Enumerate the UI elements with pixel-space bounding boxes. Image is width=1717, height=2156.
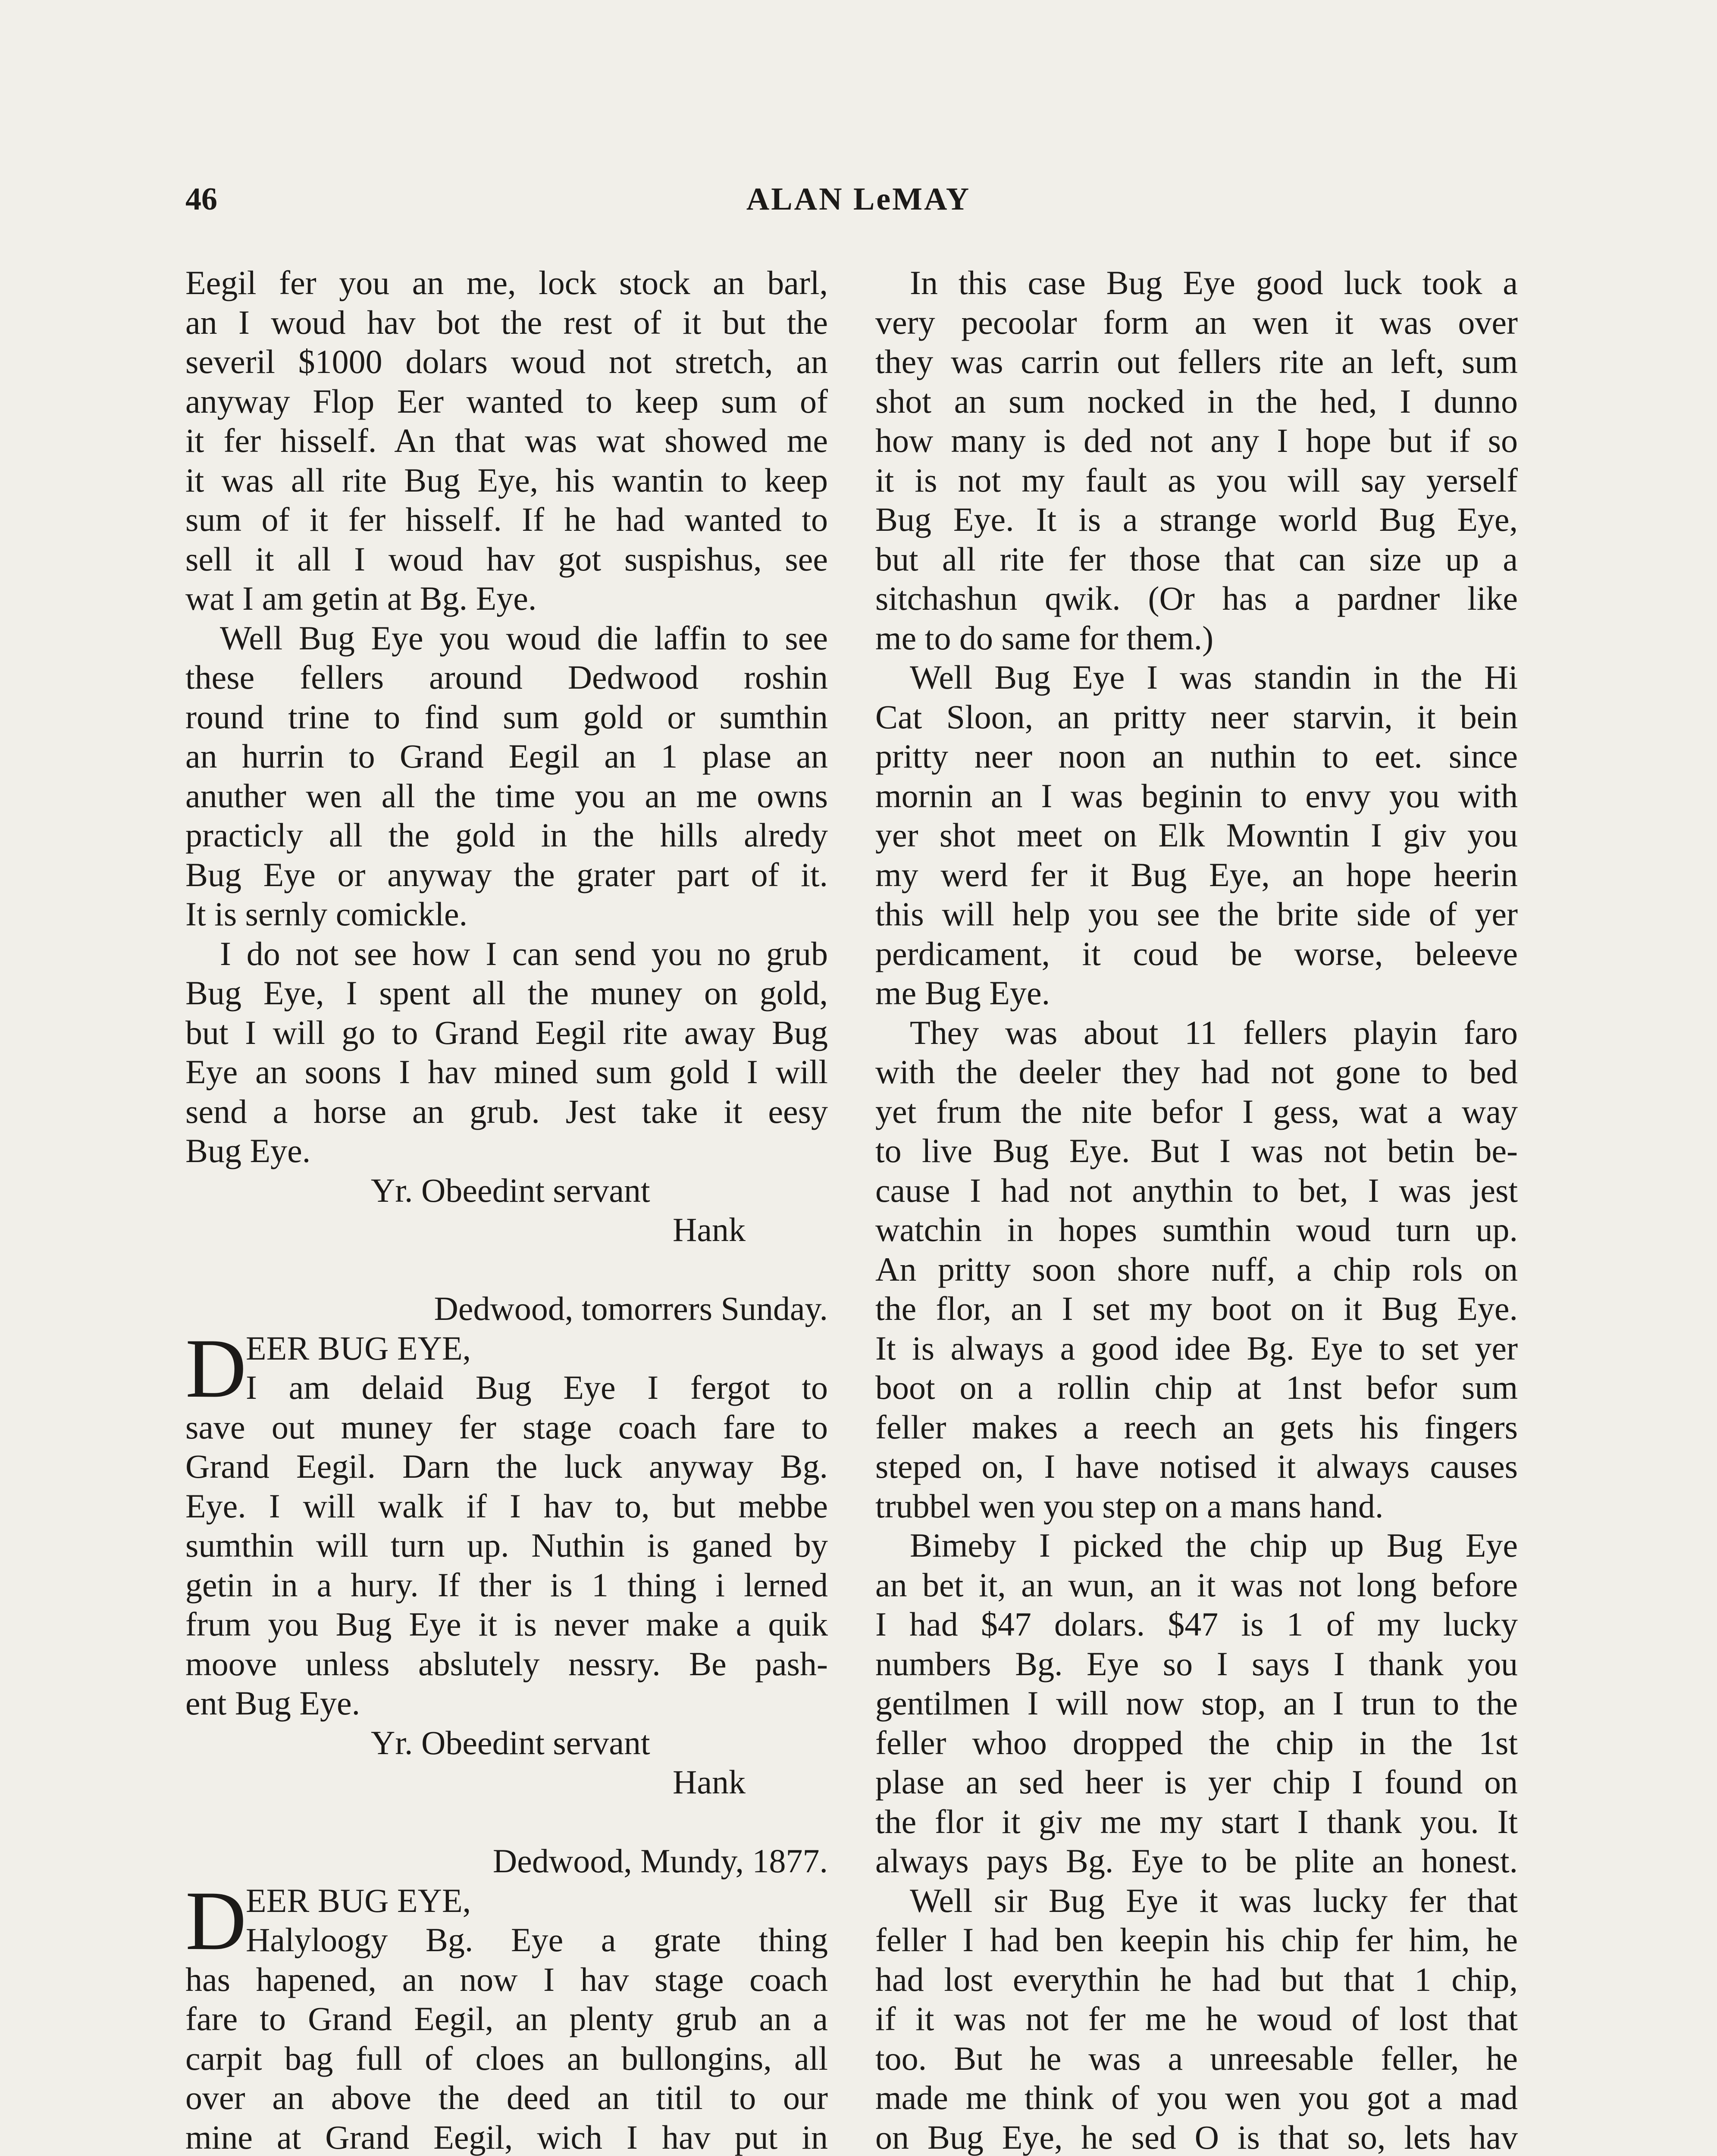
text-line: the flor it giv me my start I thank you. It (875, 1802, 1518, 1840)
text-line: Well sir Bug Eye it was lucky fer that (910, 1881, 1518, 1919)
text-line: but all rite fer those that can size up a (875, 540, 1518, 578)
text-line: An pritty soon shore nuff, a chip rols on (875, 1250, 1518, 1288)
text-line: plase an sed heer is yer chip I found on (875, 1763, 1518, 1801)
text-line: mornin an I was beginin to envy you with (875, 777, 1518, 815)
text-line: me Bug Eye. (875, 974, 1050, 1012)
text-line: had lost everythin he had but that 1 chip, (875, 1960, 1518, 1998)
text-line: pritty neer noon an nuthin to eet. since (875, 737, 1518, 775)
text-line: my werd fer it Bug Eye, an hope heerin (875, 856, 1518, 893)
text-line: Bug Eye. (185, 1132, 311, 1169)
text-line: made me think of you wen you got a mad (875, 2079, 1518, 2116)
text-line: send a horse an grub. Jest take it eesy (185, 1092, 828, 1130)
text-line: anyway Flop Eer wanted to keep sum of (185, 382, 828, 420)
text-line: EER BUG EYE, (246, 1329, 471, 1367)
text-line: always pays Bg. Eye to be plite an honest. (875, 1842, 1518, 1880)
text-line: gentilmen I will now stop, an I trun to the (875, 1684, 1518, 1722)
text-line: practicly all the gold in the hills alredy (185, 816, 828, 854)
text-line: They was about 11 fellers playin faro (910, 1013, 1518, 1051)
text-line: to live Bug Eye. But I was not betin be- (875, 1132, 1518, 1169)
text-line: anuther wen all the time you an me owns (185, 777, 828, 815)
drop-cap: D (185, 1874, 247, 1968)
text-line: Yr. Obeedint servant (371, 1171, 650, 1209)
text-line: Hank (673, 1763, 746, 1801)
text-line: but I will go to Grand Eegil rite away Bug (185, 1013, 828, 1051)
text-line: feller I had ben keepin his chip fer him, he (875, 1921, 1518, 1959)
text-line: this will help you see the brite side of yer (875, 895, 1518, 933)
text-line: Well Bug Eye I was standin in the Hi (910, 658, 1518, 696)
text-line: Bug Eye, I spent all the muney on gold, (185, 974, 828, 1012)
text-line: they was carrin out fellers rite an left, sum (875, 343, 1518, 380)
text-line: getin in a hury. If ther is 1 thing i lerned (185, 1566, 828, 1604)
text-line: EER BUG EYE, (246, 1881, 471, 1919)
text-line: very pecoolar form an wen it was over (875, 303, 1518, 341)
text-line: It is always a good idee Bg. Eye to set yer (875, 1329, 1518, 1367)
text-line: it is not my fault as you will say yerself (875, 461, 1518, 499)
text-line: Eegil fer you an me, lock stock an barl, (185, 264, 828, 301)
text-line: save out muney fer stage coach fare to (185, 1408, 828, 1446)
text-line: boot on a rollin chip at 1nst befor sum (875, 1369, 1518, 1406)
text-line: me to do same for them.) (875, 619, 1214, 657)
text-line: Dedwood, tomorrers Sunday. (434, 1290, 828, 1327)
text-line: these fellers around Dedwood roshin (185, 658, 828, 696)
text-line: trubbel wen you step on a mans hand. (875, 1487, 1384, 1525)
text-line: moove unless abslutely nessry. Be pash- (185, 1645, 828, 1683)
text-line: an hurrin to Grand Eegil an 1 plase an (185, 737, 828, 775)
spacer (185, 1250, 828, 1289)
text-line: Dedwood, Mundy, 1877. (492, 1842, 828, 1880)
text-line: severil $1000 dolars woud not stretch, an (185, 343, 828, 380)
text-line: Hank (673, 1211, 746, 1248)
running-head: ALAN LeMAY (746, 182, 971, 217)
spacer (185, 1802, 828, 1842)
text-line: sum of it fer hisself. If he had wanted to (185, 501, 828, 538)
text-line: if it was not fer me he woud of lost that (875, 2000, 1518, 2037)
text-line: wat I am getin at Bg. Eye. (185, 580, 537, 617)
text-line: sitchashun qwik. (Or has a pardner like (875, 580, 1518, 617)
text-line: I had $47 dolars. $47 is 1 of my lucky (875, 1605, 1518, 1643)
text-line: steped on, I have notised it always causes (875, 1448, 1518, 1485)
text-line: In this case Bug Eye good luck took a (910, 264, 1518, 301)
text-line: too. But he was a unreesable feller, he (875, 2039, 1518, 2077)
text-line: the flor, an I set my boot on it Bug Eye. (875, 1290, 1518, 1327)
text-line: an I woud hav bot the rest of it but the (185, 303, 828, 341)
text-line: Yr. Obeedint servant (371, 1724, 650, 1761)
text-line: an bet it, an wun, an it was not long before (875, 1566, 1518, 1604)
text-line: round trine to find sum gold or sumthin (185, 698, 828, 736)
text-line: yer shot meet on Elk Mowntin I giv you (875, 816, 1518, 854)
text-line: Grand Eegil. Darn the luck anyway Bg. (185, 1448, 828, 1485)
text-line: feller whoo dropped the chip in the 1st (875, 1724, 1518, 1761)
text-line: Bimeby I picked the chip up Bug Eye (910, 1526, 1518, 1564)
text-line: it fer hisself. An that was wat showed me (185, 422, 828, 459)
text-line: Halyloogy Bg. Eye a grate thing (246, 1921, 828, 1959)
text-line: Bug Eye. It is a strange world Bug Eye, (875, 501, 1518, 538)
text-line: over an above the deed an titil to our (185, 2079, 828, 2116)
text-line: watchin in hopes sumthin woud turn up. (875, 1211, 1518, 1248)
text-line: yet frum the nite befor I gess, wat a way (875, 1092, 1518, 1130)
text-line: cause I had not anythin to bet, I was jest (875, 1171, 1518, 1209)
right-column (875, 263, 1518, 2156)
text-line: perdicament, it coud be worse, beleeve (875, 934, 1518, 972)
text-line: feller makes a reech an gets his fingers (875, 1408, 1518, 1446)
text-line: has hapened, an now I hav stage coach (185, 1960, 828, 1998)
text-line: sell it all I woud hav got suspishus, see (185, 540, 828, 578)
text-line: with the deeler they had not gone to bed (875, 1053, 1518, 1091)
text-line: Well Bug Eye you woud die laffin to see (220, 619, 828, 657)
left-column (185, 263, 828, 2156)
text-line: fare to Grand Eegil, an plenty grub an a (185, 2000, 828, 2037)
text-line: Bug Eye or anyway the grater part of it. (185, 856, 828, 893)
text-line: carpit bag full of cloes an bullongins, all (185, 2039, 828, 2077)
text-line: sumthin will turn up. Nuthin is ganed by (185, 1526, 828, 1564)
text-line: frum you Bug Eye it is never make a quik (185, 1605, 828, 1643)
text-line: I am delaid Bug Eye I fergot to (246, 1369, 828, 1406)
text-line: I do not see how I can send you no grub (220, 934, 828, 972)
text-line: it was all rite Bug Eye, his wantin to keep (185, 461, 828, 499)
text-line: how many is ded not any I hope but if so (875, 422, 1518, 459)
text-line: on Bug Eye, he sed O is that so, lets hav (875, 2118, 1518, 2156)
text-line: mine at Grand Eegil, wich I hav put in (185, 2118, 828, 2156)
text-line: shot an sum nocked in the hed, I dunno (875, 382, 1518, 420)
text-line: Cat Sloon, an pritty neer starvin, it bein (875, 698, 1518, 736)
text-line: Eye. I will walk if I hav to, but mebbe (185, 1487, 828, 1525)
page-number: 46 (185, 182, 217, 217)
text-line: Eye an soons I hav mined sum gold I will (185, 1053, 828, 1091)
text-line: ent Bug Eye. (185, 1684, 360, 1722)
text-line: It is sernly comickle. (185, 895, 468, 933)
drop-cap: D (185, 1321, 247, 1415)
text-line: numbers Bg. Eye so I says I thank you (875, 1645, 1518, 1683)
